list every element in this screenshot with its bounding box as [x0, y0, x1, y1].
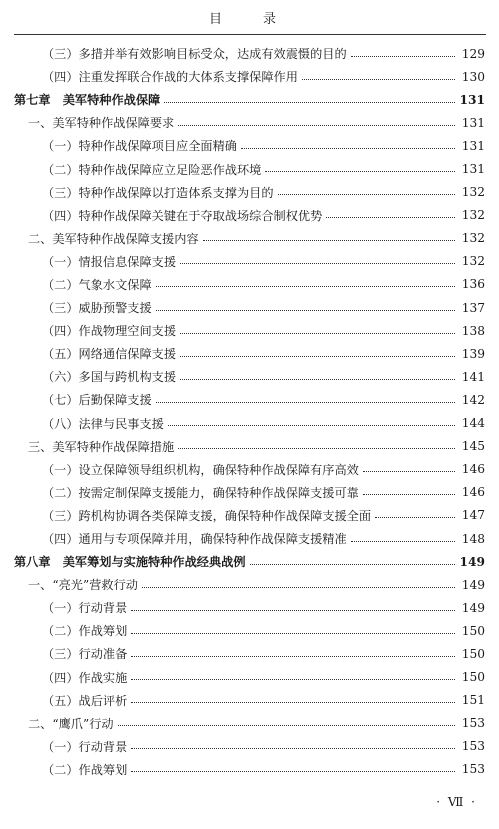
- dot-leader: [278, 193, 455, 195]
- toc-entry-title: （三）跨机构协调各类保障支援，确保特种作战保障支援全面: [42, 508, 372, 523]
- toc-entry-title: （四）通用与专项保障并用，确保特种作战保障支援精准: [42, 532, 347, 547]
- toc-entry-title: 第八章 美军筹划与实施特种作战经典战例: [14, 555, 246, 570]
- dot-leader: [351, 55, 455, 57]
- toc-entry-title: 一、“亮光”营救行动: [28, 578, 138, 593]
- toc-entry-title: （三）威胁预警支援: [42, 301, 152, 316]
- toc-entry-title: 第七章 美军特种作战保障: [14, 93, 161, 108]
- toc-entry-item[interactable]: [0, 319, 499, 342]
- toc-entry-section[interactable]: [0, 573, 499, 596]
- toc-entry-title: （一）设立保障领导组织机构，确保特种作战保障有序高效: [42, 462, 359, 477]
- toc-entry-title: （五）战后评析: [42, 693, 128, 708]
- toc-entry-chapter[interactable]: [0, 550, 499, 573]
- toc-entry-item[interactable]: [0, 412, 499, 435]
- toc-entry-item[interactable]: [0, 481, 499, 504]
- dot-leader: [164, 101, 455, 103]
- toc-entry-page: 138: [461, 323, 485, 338]
- toc-entry-page: 150: [461, 670, 485, 685]
- dot-leader: [131, 655, 455, 657]
- toc-entry-title: 二、“鹰爪”行动: [28, 716, 114, 731]
- dot-leader: [326, 216, 455, 218]
- toc-entry-item[interactable]: [0, 458, 499, 481]
- dot-leader: [241, 147, 455, 149]
- toc-entry-title: （三）特种作战保障以打造体系支撑为目的: [42, 185, 274, 200]
- dot-leader: [131, 632, 455, 634]
- toc-entry-item[interactable]: [0, 365, 499, 388]
- toc-entry-title: 三、美军特种作战保障措施: [28, 439, 175, 454]
- toc-entry-item[interactable]: [0, 642, 499, 665]
- dot-leader: [363, 493, 455, 495]
- toc-entry-page: 136: [461, 277, 485, 292]
- toc-entry-page: 150: [461, 646, 485, 661]
- dot-leader: [363, 470, 455, 472]
- dot-leader: [375, 516, 455, 518]
- dot-leader: [302, 78, 455, 80]
- dot-leader: [351, 540, 455, 542]
- toc-entry-chapter[interactable]: [0, 88, 499, 111]
- dot-leader: [131, 678, 455, 680]
- toc-entry-page: 141: [461, 369, 485, 384]
- toc-entry-page: 130: [461, 69, 485, 84]
- dot-leader: [250, 563, 455, 565]
- toc-entry-page: 132: [461, 208, 485, 223]
- toc-entry-title: （四）作战物理空间支援: [42, 324, 177, 339]
- toc-entry-item[interactable]: [0, 735, 499, 758]
- toc-entry-item[interactable]: [0, 134, 499, 157]
- toc-entry-page: 131: [459, 92, 485, 107]
- toc-entry-page: 151: [461, 693, 485, 708]
- toc-entry-page: 132: [461, 254, 485, 269]
- dot-leader: [203, 239, 455, 241]
- toc-entry-item[interactable]: [0, 619, 499, 642]
- page-number: · Ⅶ ·: [436, 795, 477, 809]
- dot-leader: [265, 170, 455, 172]
- toc-entry-page: 132: [461, 185, 485, 200]
- toc-entry-item[interactable]: [0, 181, 499, 204]
- dot-leader: [142, 586, 455, 588]
- toc-entry-page: 149: [461, 577, 485, 592]
- toc-entry-item[interactable]: [0, 504, 499, 527]
- toc-entry-title: （七）后勤保障支援: [42, 393, 152, 408]
- toc-entry-title: （四）作战实施: [42, 670, 128, 685]
- toc-entry-item[interactable]: [0, 273, 499, 296]
- dot-leader: [178, 124, 455, 126]
- toc-entry-item[interactable]: [0, 65, 499, 88]
- toc-entry-title: （四）特种作战保障关键在于夺取战场综合制权优势: [42, 208, 323, 223]
- dot-leader: [168, 424, 455, 426]
- toc-entry-title: （一）情报信息保障支援: [42, 254, 177, 269]
- toc-entry-page: 153: [461, 762, 485, 777]
- toc-entry-title: （三）行动准备: [42, 647, 128, 662]
- table-of-contents: [0, 42, 499, 781]
- toc-entry-page: 145: [461, 439, 485, 454]
- toc-entry-page: 139: [461, 346, 485, 361]
- dot-leader: [131, 609, 455, 611]
- toc-entry-title: （二）按需定制保障支援能力，确保特种作战保障支援可靠: [42, 485, 359, 500]
- dot-leader: [180, 378, 455, 380]
- toc-entry-title: （八）法律与民事支援: [42, 416, 164, 431]
- toc-entry-page: 142: [461, 392, 485, 407]
- toc-entry-page: 131: [461, 162, 485, 177]
- toc-entry-title: （二）作战筹划: [42, 762, 128, 777]
- toc-entry-item[interactable]: [0, 42, 499, 65]
- running-header: 目 录: [208, 12, 290, 27]
- dot-leader: [156, 401, 455, 403]
- toc-entry-page: 150: [461, 623, 485, 638]
- toc-entry-item[interactable]: [0, 596, 499, 619]
- dot-leader: [180, 355, 455, 357]
- dot-leader: [156, 285, 455, 287]
- toc-entry-page: 153: [461, 716, 485, 731]
- dot-leader: [131, 747, 455, 749]
- toc-entry-title: （五）网络通信保障支援: [42, 347, 177, 362]
- toc-entry-title: （二）作战筹划: [42, 624, 128, 639]
- toc-entry-title: （一）行动背景: [42, 739, 128, 754]
- dot-leader: [180, 332, 455, 334]
- toc-entry-page: 147: [461, 508, 485, 523]
- toc-entry-section[interactable]: [0, 227, 499, 250]
- dot-leader: [156, 309, 455, 311]
- toc-entry-item[interactable]: [0, 204, 499, 227]
- toc-entry-page: 131: [461, 138, 485, 153]
- toc-entry-page: 146: [461, 462, 485, 477]
- toc-entry-title: （三）多措并举有效影响目标受众，达成有效震慑的目的: [42, 47, 347, 62]
- toc-entry-title: （四）注重发挥联合作战的大体系支撑保障作用: [42, 70, 298, 85]
- dot-leader: [178, 447, 455, 449]
- toc-entry-item[interactable]: [0, 342, 499, 365]
- toc-entry-page: 149: [461, 600, 485, 615]
- toc-entry-item[interactable]: [0, 157, 499, 180]
- toc-entry-page: 146: [461, 485, 485, 500]
- toc-entry-page: 137: [461, 300, 485, 315]
- toc-entry-page: 129: [461, 46, 485, 61]
- header-rule: [14, 34, 486, 35]
- toc-entry-page: 144: [461, 416, 485, 431]
- toc-entry-item[interactable]: [0, 527, 499, 550]
- toc-entry-page: 153: [461, 739, 485, 754]
- toc-entry-title: （一）行动背景: [42, 601, 128, 616]
- toc-entry-page: 132: [461, 231, 485, 246]
- toc-entry-title: 二、美军特种作战保障支援内容: [28, 231, 199, 246]
- toc-entry-title: （二）特种作战保障应立足险恶作战环境: [42, 162, 262, 177]
- toc-entry-item[interactable]: [0, 296, 499, 319]
- toc-entry-section[interactable]: [0, 712, 499, 735]
- dot-leader: [180, 262, 455, 264]
- toc-entry-item[interactable]: [0, 758, 499, 781]
- toc-entry-title: （二）气象水文保障: [42, 277, 152, 292]
- toc-entry-section[interactable]: [0, 435, 499, 458]
- toc-entry-page: 149: [459, 554, 485, 569]
- toc-entry-item[interactable]: [0, 388, 499, 411]
- dot-leader: [131, 770, 455, 772]
- toc-entry-title: （一）特种作战保障项目应全面精确: [42, 139, 237, 154]
- toc-entry-item[interactable]: [0, 250, 499, 273]
- toc-entry-page: 131: [461, 115, 485, 130]
- dot-leader: [131, 701, 455, 703]
- toc-entry-page: 148: [461, 531, 485, 546]
- toc-entry-item[interactable]: [0, 689, 499, 712]
- toc-entry-item[interactable]: [0, 666, 499, 689]
- toc-entry-section[interactable]: [0, 111, 499, 134]
- toc-entry-title: （六）多国与跨机构支援: [42, 370, 177, 385]
- dot-leader: [118, 724, 455, 726]
- toc-entry-title: 一、美军特种作战保障要求: [28, 116, 175, 131]
